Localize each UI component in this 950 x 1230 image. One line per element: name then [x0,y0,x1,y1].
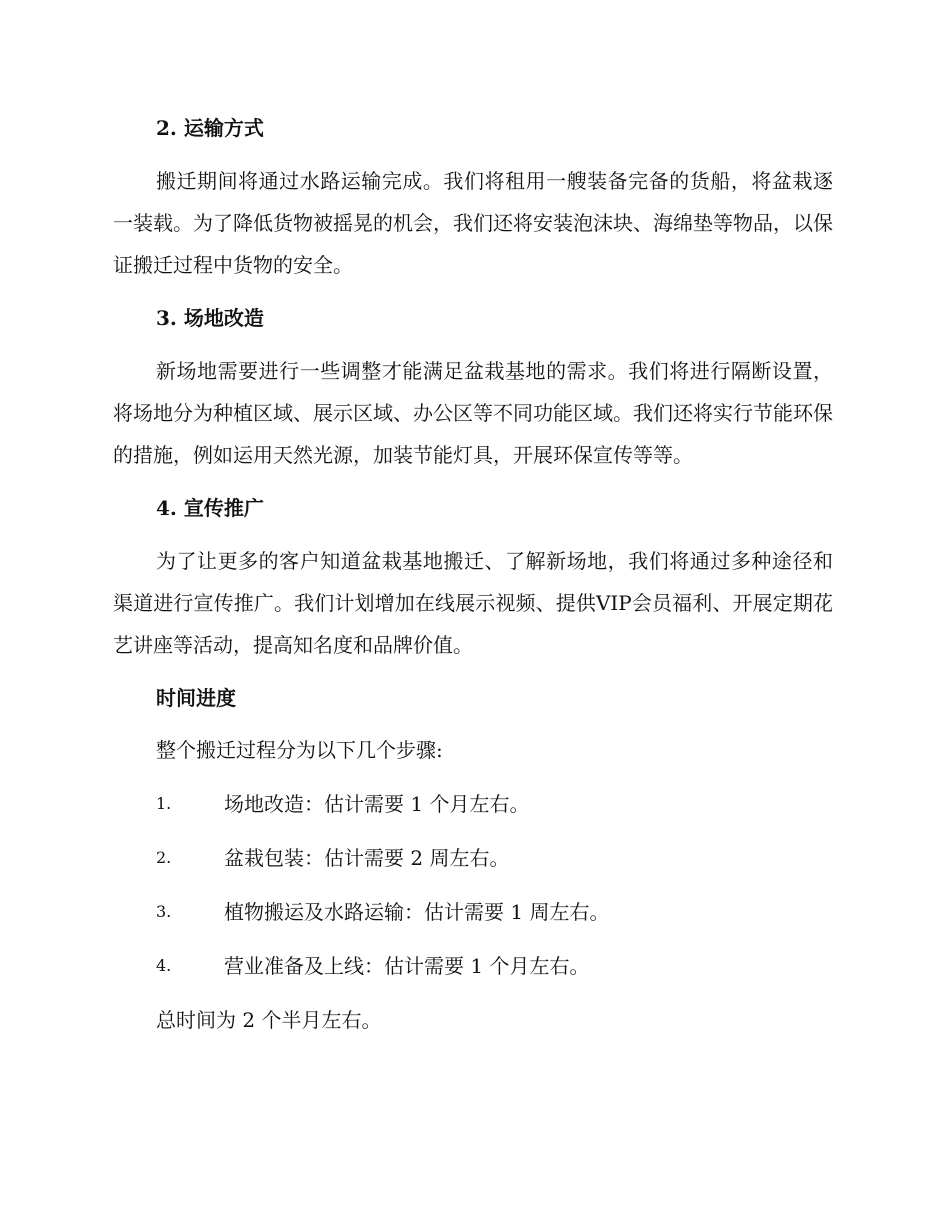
schedule-step [113,838,833,878]
section-body-promotion: 为了让更多的客户知道盆栽基地搬迁、了解新场地，我们将通过多种途径和渠道进行宣传推广。我们计划增加在线展示视频、提供VIP会员福利、开展定期花艺讲座等活动，提高知名度和品牌价值。 [113,549,833,657]
step-text: 盆栽包装：估计需要 2 周左右。 [224,846,510,870]
step-text: 营业准备及上线：估计需要 1 个月左右。 [224,954,590,978]
schedule-step [113,784,833,824]
step-number: 3. [156,902,172,921]
section-heading-transport: 2. 运输方式 [156,116,264,140]
schedule-step [113,892,833,932]
step-number: 2. [156,848,172,867]
schedule-step-list [113,784,833,986]
section-heading-promotion: 4. 宣传推广 [156,496,264,520]
section-heading-schedule: 时间进度 [156,686,236,710]
schedule-step [113,946,833,986]
section-heading-renovation: 3. 场地改造 [156,306,264,330]
schedule-intro: 整个搬迁过程分为以下几个步骤: [156,738,443,762]
step-text: 场地改造：估计需要 1 个月左右。 [224,792,530,816]
step-number: 4. [156,956,172,975]
schedule-total: 总时间为 2 个半月左右。 [156,1008,382,1032]
section-body-transport: 搬迁期间将通过水路运输完成。我们将租用一艘装备完备的货船，将盆栽逐一装载。为了降低货物被摇晃的机会，我们还将安装泡沫块、海绵垫等物品，以保证搬迁过程中货物的安全。 [113,169,833,277]
step-text: 植物搬运及水路运输：估计需要 1 周左右。 [224,900,610,924]
step-number: 1. [156,794,172,813]
document-content [113,108,833,1054]
section-body-renovation: 新场地需要进行一些调整才能满足盆栽基地的需求。我们将进行隔断设置，将场地分为种植区域、展示区域、办公区等不同功能区域。我们还将实行节能环保的措施，例如运用天然光源，加装节能灯具，开展环保宣传等等。 [113,359,833,467]
